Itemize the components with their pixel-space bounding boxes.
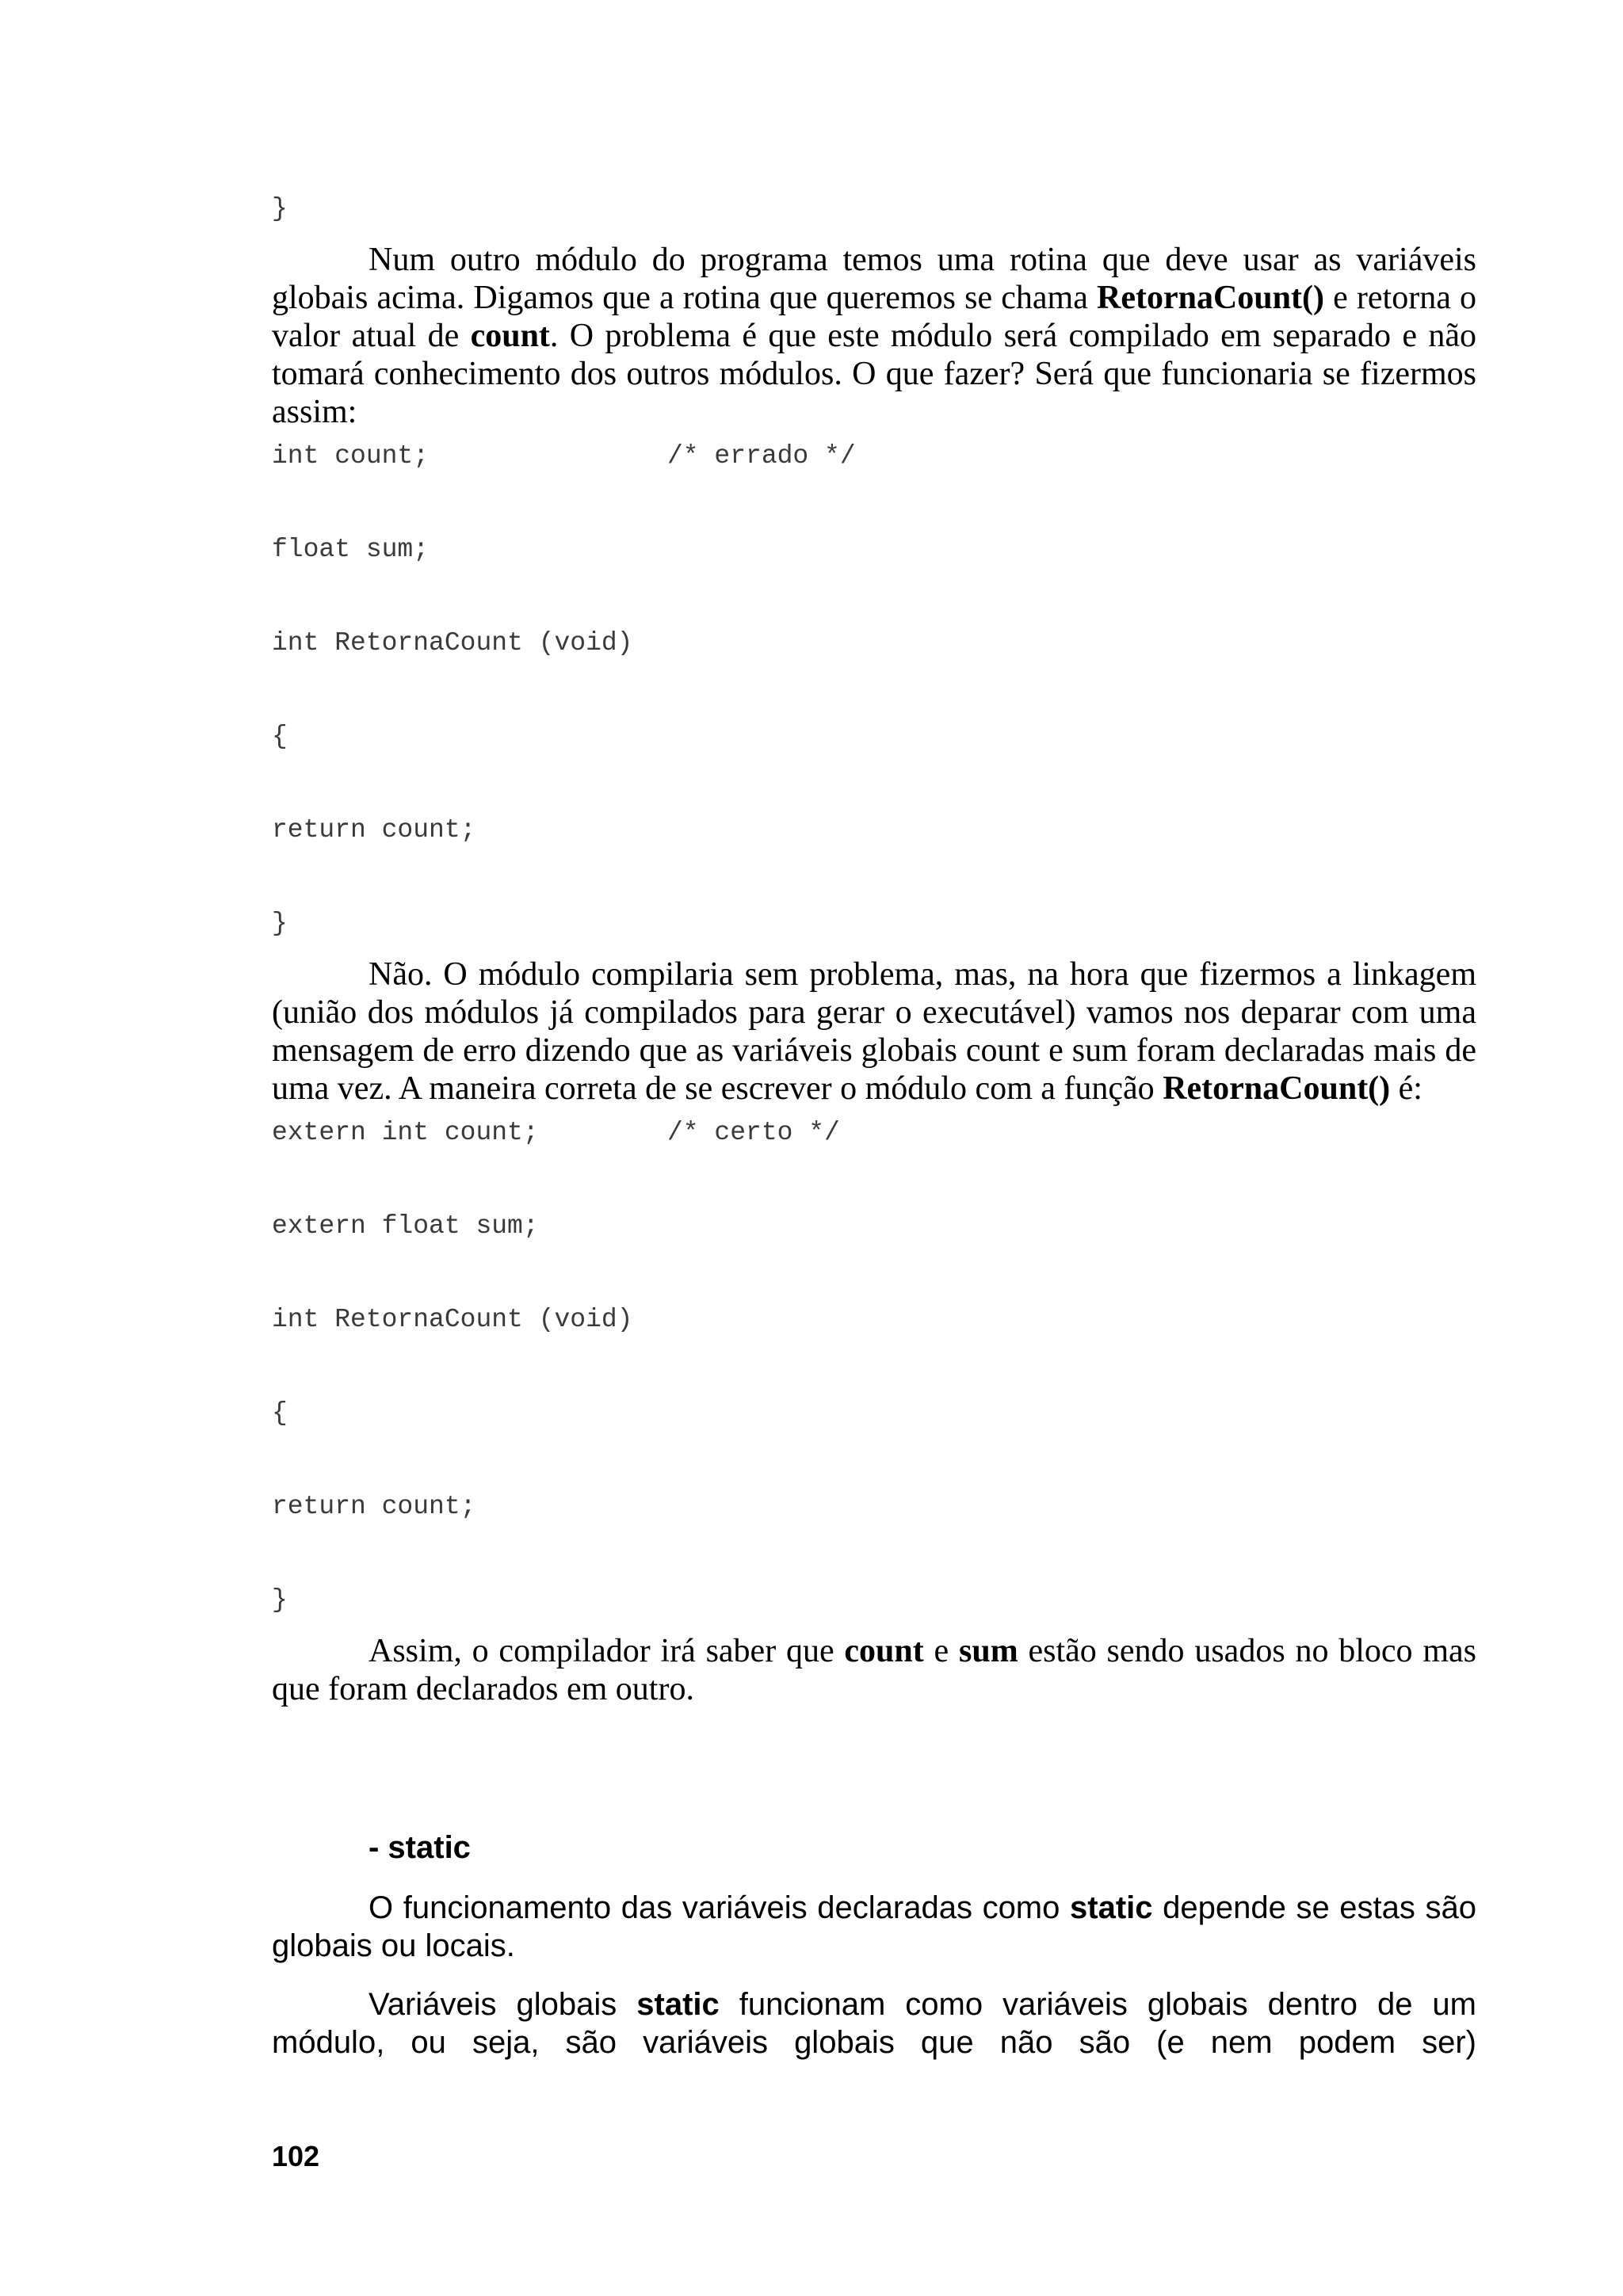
- code-line: }: [272, 909, 288, 938]
- code-line: extern int count;: [272, 1118, 539, 1147]
- code-line: int RetornaCount (void): [272, 1305, 633, 1334]
- code-comment: /* errado */: [667, 441, 856, 471]
- paragraph-static-intro: O funcionamento das variáveis declaradas como static depende se estas são globais ou locais.: [272, 1890, 1477, 1963]
- bold-count: count: [844, 1633, 924, 1669]
- paragraph-static-globals: Variáveis globais static funcionam como variáveis globais dentro de um módulo, ou seja, são variáveis globais que não são (e nem podem ser): [272, 1987, 1476, 2060]
- code-line: {: [272, 1398, 288, 1428]
- section-heading-static: - static: [369, 1830, 471, 1865]
- bold-count: count: [470, 318, 550, 354]
- code-line: float sum;: [272, 535, 430, 564]
- code-closing-brace-top: }: [272, 194, 288, 223]
- paragraph-linkage: Não. O módulo compilaria sem problema, mas, na hora que fizermos a linkagem (união dos módulos já compilados para gerar o executável) vamos nos deparar com uma mensagem de erro dizendo que as variáveis globais count e sum foram declaradas mais de uma vez. A maneira correta de se escrever o módulo com a função RetornaCount() é:: [272, 956, 1476, 1107]
- bold-sum: sum: [958, 1633, 1018, 1669]
- bold-retornacount: RetornaCount(): [1163, 1070, 1391, 1107]
- paragraph-conclusion: Assim, o compilador irá saber que count e sum estão sendo usados no bloco mas que foram declarados em outro.: [272, 1633, 1476, 1707]
- code-line: int RetornaCount (void): [272, 628, 633, 658]
- code-line: extern float sum;: [272, 1211, 539, 1241]
- paragraph-intro: Num outro módulo do programa temos uma rotina que deve usar as variáveis globais acima. Digamos que a rotina que queremos se chama RetornaCount() e retorna o valor atual de count. O problema é que este módulo será compilado em separado e não tomará conhecimento dos outros módulos. O que fazer? Será que funcionaria se fizermos assim:: [272, 242, 1476, 430]
- code-line: {: [272, 722, 288, 751]
- bold-retornacount: RetornaCount(): [1097, 280, 1324, 316]
- code-comment: /* certo */: [667, 1118, 840, 1147]
- bold-static: static: [1070, 1890, 1153, 1925]
- code-line: }: [272, 1585, 288, 1615]
- code-line: return count;: [272, 1492, 476, 1521]
- code-line: int count;: [272, 441, 430, 471]
- page-number: 102: [272, 2140, 320, 2172]
- code-line: return count;: [272, 815, 476, 845]
- bold-static: static: [636, 1987, 720, 2022]
